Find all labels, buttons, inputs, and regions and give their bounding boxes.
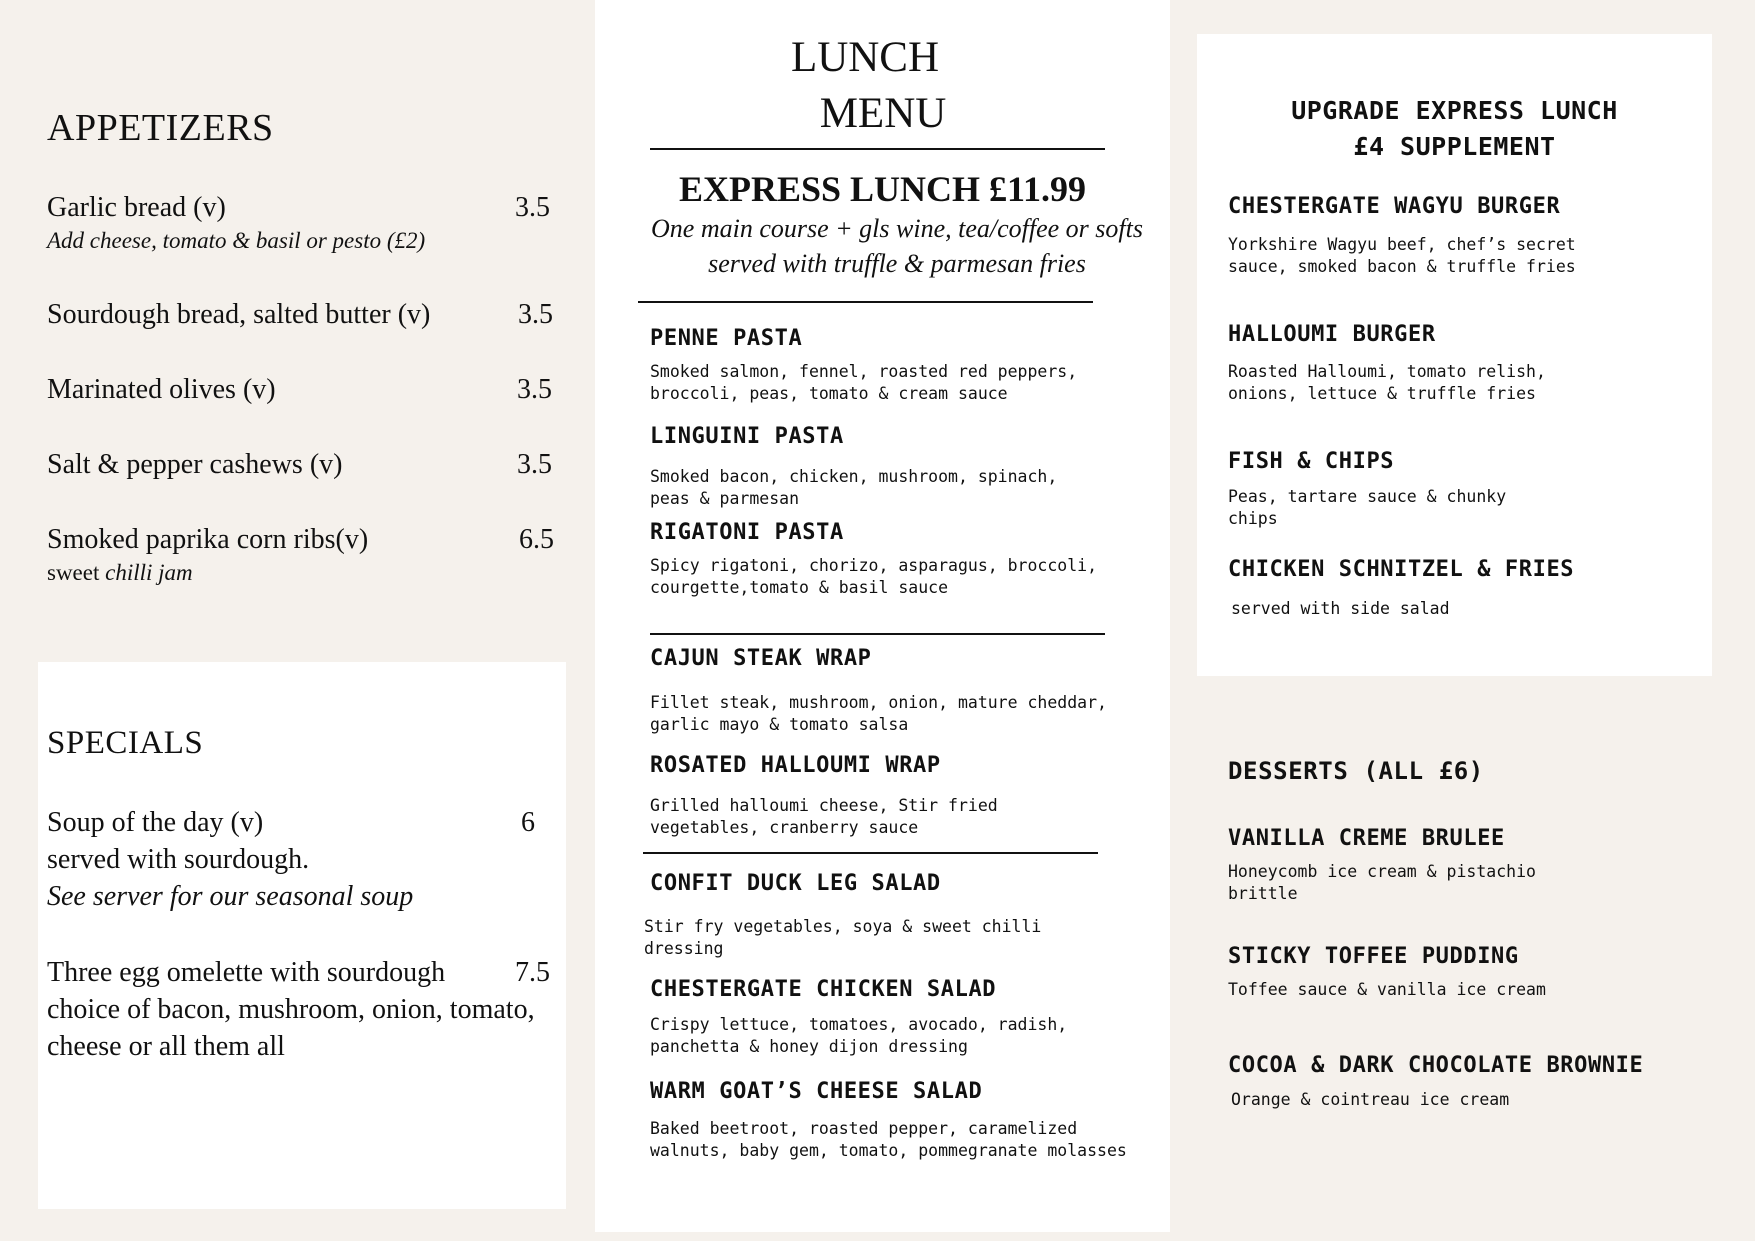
appetizer-name: Sourdough bread, salted butter (v) — [47, 299, 431, 330]
dish-title: CONFIT DUCK LEG SALAD — [650, 871, 941, 896]
dish-description: Grilled halloumi cheese, Stir fried vegetables, cranberry sauce — [650, 796, 998, 837]
special-soup-price: 6 — [521, 807, 535, 838]
divider — [650, 633, 1105, 635]
upgrade-item-description: Roasted Halloumi, tomato relish, onions, lettuce & truffle fries — [1228, 362, 1546, 403]
appetizer-item — [47, 192, 557, 254]
special-soup — [47, 804, 567, 915]
appetizer-price: 3.5 — [515, 192, 550, 223]
appetizer-item — [47, 524, 557, 586]
appetizer-name: Smoked paprika corn ribs(v) — [47, 524, 369, 555]
dessert-description: Toffee sauce & vanilla ice cream — [1228, 980, 1546, 999]
upgrade-item-title: CHESTERGATE WAGYU BURGER — [1228, 194, 1561, 219]
special-soup-line2: served with sourdough. — [47, 844, 310, 875]
appetizer-price: 3.5 — [517, 374, 552, 405]
dessert-title: VANILLA CREME BRULEE — [1228, 826, 1505, 851]
appetizer-name: Garlic bread (v) — [47, 192, 226, 223]
appetizer-name: Salt & pepper cashews (v) — [47, 449, 343, 480]
appetizer-item — [47, 374, 557, 406]
desserts-heading: DESSERTS (ALL £6) — [1228, 757, 1484, 785]
dish-description: Baked beetroot, roasted pepper, caramelized walnuts, baby gem, tomato, pommegranate molasses — [650, 1119, 1127, 1160]
special-soup-line3: See server for our seasonal soup — [47, 881, 414, 912]
special-omelette-price: 7.5 — [515, 957, 550, 988]
dish-description: Spicy rigatoni, chorizo, asparagus, broccoli, courgette,tomato & basil sauce — [650, 556, 1098, 597]
dish-description: Fillet steak, mushroom, onion, mature cheddar, garlic mayo & tomato salsa — [650, 693, 1107, 734]
upgrade-item-description: Yorkshire Wagyu beef, chef’s secret sauce, smoked bacon & truffle fries — [1228, 235, 1576, 276]
dish-description: Stir fry vegetables, soya & sweet chilli dressing — [644, 917, 1042, 958]
dish-title: RIGATONI PASTA — [650, 520, 844, 545]
special-omelette-line3: cheese or all them all — [47, 1031, 285, 1062]
dish-title: CHESTERGATE CHICKEN SALAD — [650, 977, 997, 1002]
special-omelette-line2: choice of bacon, mushroom, onion, tomato, — [47, 994, 535, 1025]
dish-description: Smoked bacon, chicken, mushroom, spinach, peas & parmesan — [650, 467, 1058, 508]
dish-title: LINGUINI PASTA — [650, 424, 844, 449]
dessert-description: Honeycomb ice cream & pistachio brittle — [1228, 862, 1536, 903]
upgrade-item-description: served with side salad — [1231, 599, 1450, 618]
upgrade-item-title: CHICKEN SCHNITZEL & FRIES — [1228, 557, 1575, 582]
dessert-description: Orange & cointreau ice cream — [1231, 1090, 1510, 1109]
appetizer-item — [47, 299, 557, 331]
lunch-menu-title-line1: LUNCH — [790, 34, 940, 81]
divider — [643, 852, 1098, 854]
dessert-title: STICKY TOFFEE PUDDING — [1228, 944, 1519, 969]
appetizer-note — [47, 560, 557, 586]
special-omelette-name: Three egg omelette with sourdough — [47, 957, 446, 988]
upgrade-title-line2: £4 SUPPLEMENT — [1353, 132, 1556, 161]
appetizer-price: 3.5 — [517, 449, 552, 480]
appetizer-price: 6.5 — [519, 524, 554, 555]
special-soup-name: Soup of the day (v) — [47, 807, 264, 838]
express-lunch-title: EXPRESS LUNCH £11.99 — [678, 169, 1087, 209]
appetizers-heading: APPETIZERS — [47, 107, 274, 149]
divider — [638, 301, 1093, 303]
dish-title: CAJUN STEAK WRAP — [650, 646, 872, 671]
appetizer-price: 3.5 — [518, 299, 553, 330]
upgrade-item-title: HALLOUMI BURGER — [1228, 322, 1436, 347]
divider — [650, 148, 1105, 150]
appetizer-note-italic: chilli jam — [105, 560, 193, 585]
dish-title: ROSATED HALLOUMI WRAP — [650, 753, 941, 778]
upgrade-title-line1: UPGRADE EXPRESS LUNCH — [1291, 96, 1618, 125]
appetizer-item — [47, 449, 557, 481]
express-lunch-subtitle-1: One main course + gls wine, tea/coffee or softs — [651, 214, 1143, 243]
dessert-title: COCOA & DARK CHOCOLATE BROWNIE — [1228, 1053, 1644, 1078]
appetizer-note: Add cheese, tomato & basil or pesto (£2) — [47, 228, 426, 253]
appetizer-note-plain: sweet — [47, 560, 106, 585]
specials-heading: SPECIALS — [47, 725, 204, 761]
dish-description: Crispy lettuce, tomatoes, avocado, radish, panchetta & honey dijon dressing — [650, 1015, 1068, 1056]
express-lunch-subtitle-2: served with truffle & parmesan fries — [708, 249, 1086, 278]
dish-title: WARM GOAT’S CHEESE SALAD — [650, 1079, 983, 1104]
dish-title: PENNE PASTA — [650, 326, 803, 351]
upgrade-item-title: FISH & CHIPS — [1228, 449, 1395, 474]
appetizer-name: Marinated olives (v) — [47, 374, 276, 405]
upgrade-item-description: Peas, tartare sauce & chunky chips — [1228, 487, 1507, 528]
dish-description: Smoked salmon, fennel, roasted red peppers, broccoli, peas, tomato & cream sauce — [650, 362, 1078, 403]
special-omelette — [47, 954, 587, 1065]
lunch-menu-title-line2: MENU — [819, 90, 947, 137]
